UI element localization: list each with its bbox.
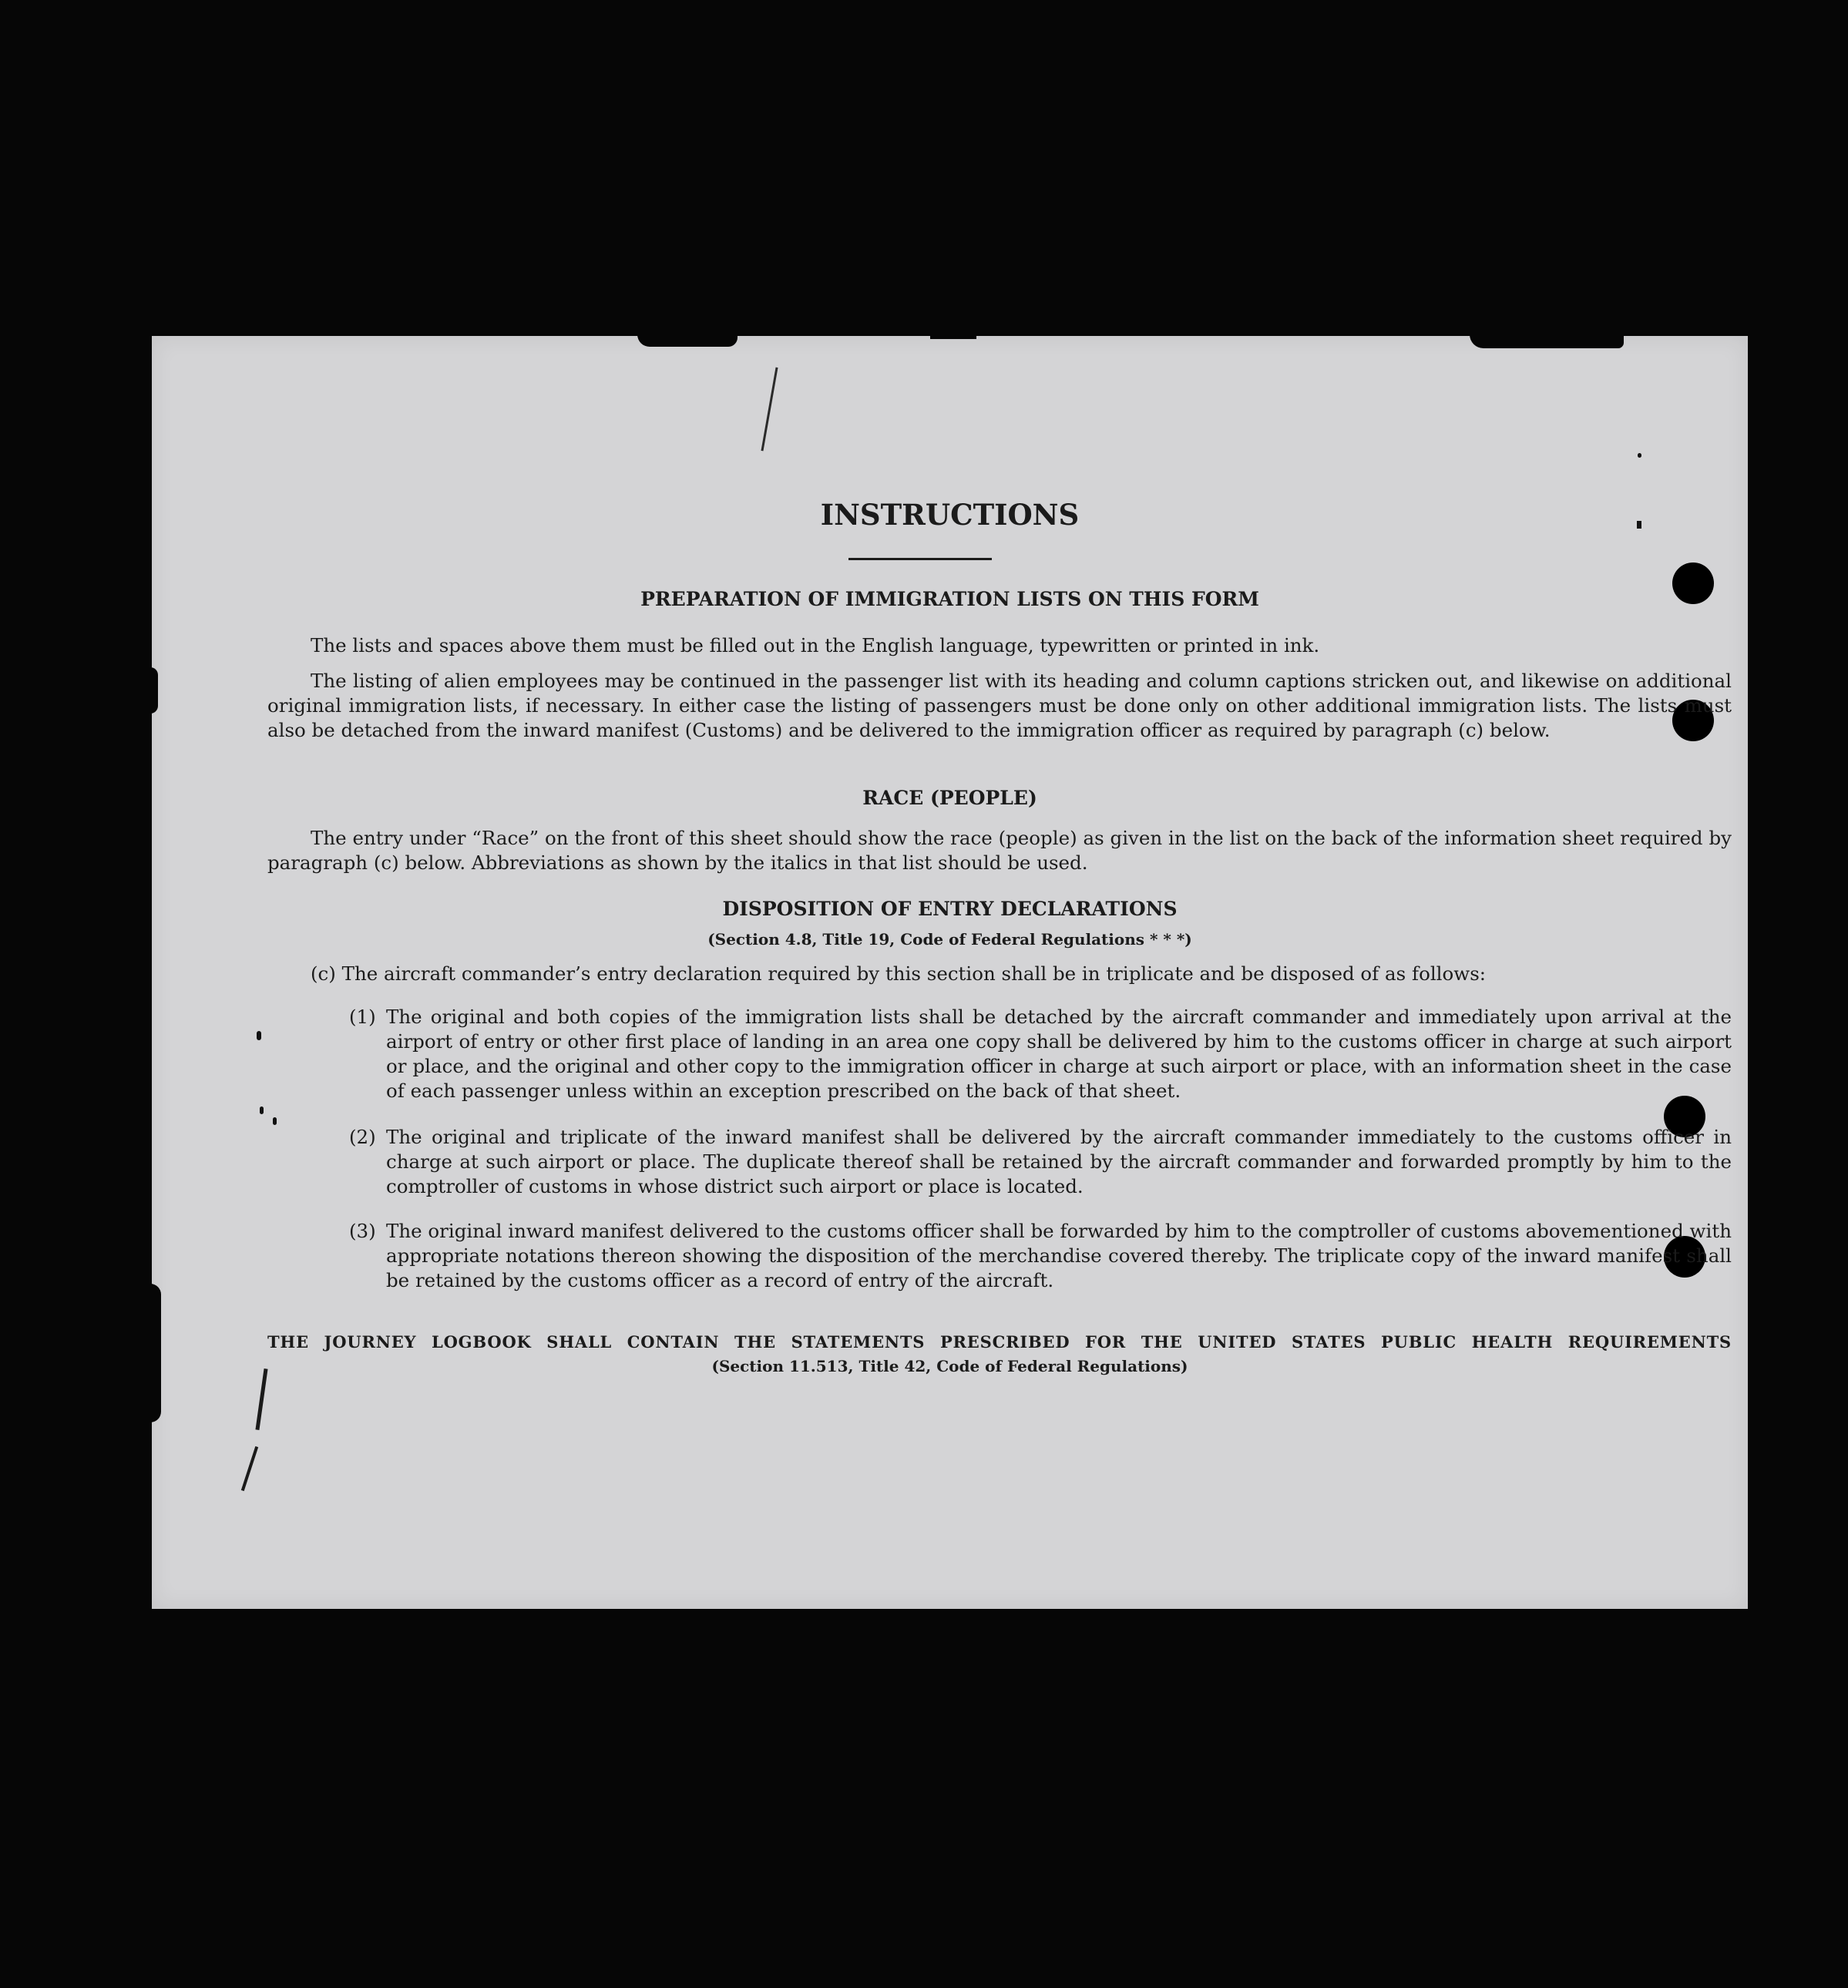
torn-edge bbox=[637, 334, 738, 347]
footer-statement: THE JOURNEY LOGBOOK SHALL CONTAIN THE STATEMENTS PRESCRIBED FOR THE UNITED STATES PUBLIC HEALTH REQUIREMENTS bbox=[267, 1332, 1732, 1352]
ink-speck bbox=[273, 1117, 277, 1125]
torn-edge bbox=[150, 667, 158, 714]
list-item-text: The original and triplicate of the inward manifest shall be delivered by the aircraft commander immediately to the customs officer in charge at such airport or place. The duplicate thereof shall be retained by the aircraft commander and forwarded promptly by him to the comptroller of customs in whose district such airport or place is located. bbox=[386, 1126, 1732, 1197]
paragraph-english-language: The lists and spaces above them must be filled out in the English language, typewritten or printed in ink. bbox=[311, 634, 1320, 657]
torn-edge bbox=[150, 1284, 161, 1422]
section-heading-preparation: PREPARATION OF IMMIGRATION LISTS ON THIS FORM bbox=[640, 588, 1259, 610]
list-item bbox=[349, 1125, 1732, 1199]
paragraph-alien-employees: The listing of alien employees may be continued in the passenger list with its heading and column captions stricken out, and likewise on additional original immigration lists, if necessary. In either case the listing of passengers must be done only on other additional immigration lists. The lists must also be detached from the inward manifest (Customs) and be delivered to the immigration officer as required by paragraph (c) below. bbox=[267, 670, 1732, 741]
title-underline bbox=[848, 558, 992, 560]
paragraph-disposition-intro: (c) The aircraft commander’s entry declaration required by this section shall be in triplicate and be disposed of as follows: bbox=[311, 962, 1487, 985]
ink-mark bbox=[241, 1446, 258, 1491]
list-item-text: The original inward manifest delivered to the customs officer shall be forwarded by him to the comptroller of customs abovementioned with appropriate notations thereon showing the disposition of the merchandise covered thereby. The triplicate copy of the inward manifest shall be retained by the customs officer as a record of entry of the aircraft. bbox=[386, 1220, 1732, 1291]
list-item bbox=[349, 1219, 1732, 1293]
torn-edge bbox=[1470, 334, 1624, 348]
section-citation-disposition: (Section 4.8, Title 19, Code of Federal Regulations * * *) bbox=[707, 930, 1192, 949]
ink-mark bbox=[255, 1368, 267, 1430]
list-item bbox=[349, 1005, 1732, 1103]
list-item-number: (3) bbox=[349, 1220, 376, 1242]
ink-speck bbox=[260, 1106, 264, 1114]
page-title: INSTRUCTIONS bbox=[820, 498, 1080, 532]
ink-speck bbox=[257, 1031, 261, 1040]
section-heading-disposition: DISPOSITION OF ENTRY DECLARATIONS bbox=[722, 898, 1178, 920]
section-heading-race: RACE (PEOPLE) bbox=[862, 787, 1037, 809]
list-item-number: (2) bbox=[349, 1126, 376, 1148]
ink-mark bbox=[761, 368, 778, 452]
document-sheet bbox=[152, 336, 1748, 1609]
paragraph-race: The entry under “Race” on the front of this sheet should show the race (people) as given in the list on the back of the information sheet required by paragraph (c) below. Abbreviations as shown by the italics in that list should be used. bbox=[267, 827, 1732, 874]
list-item-text: The original and both copies of the immigration lists shall be detached by the aircraft commander and immediately upon arrival at the airport of entry or other first place of landing in an area one copy shall be delivered by him to the customs officer in charge at such airport or place, and the original and other copy to the immigration officer in charge at such airport or place, with an information sheet in the case of each passenger unless within an exception prescribed on the back of that sheet. bbox=[386, 1006, 1732, 1102]
ink-speck bbox=[1638, 453, 1641, 458]
torn-edge bbox=[930, 334, 976, 339]
list-item-number: (1) bbox=[349, 1006, 376, 1028]
footer-citation: (Section 11.513, Title 42, Code of Federal Regulations) bbox=[711, 1357, 1188, 1375]
